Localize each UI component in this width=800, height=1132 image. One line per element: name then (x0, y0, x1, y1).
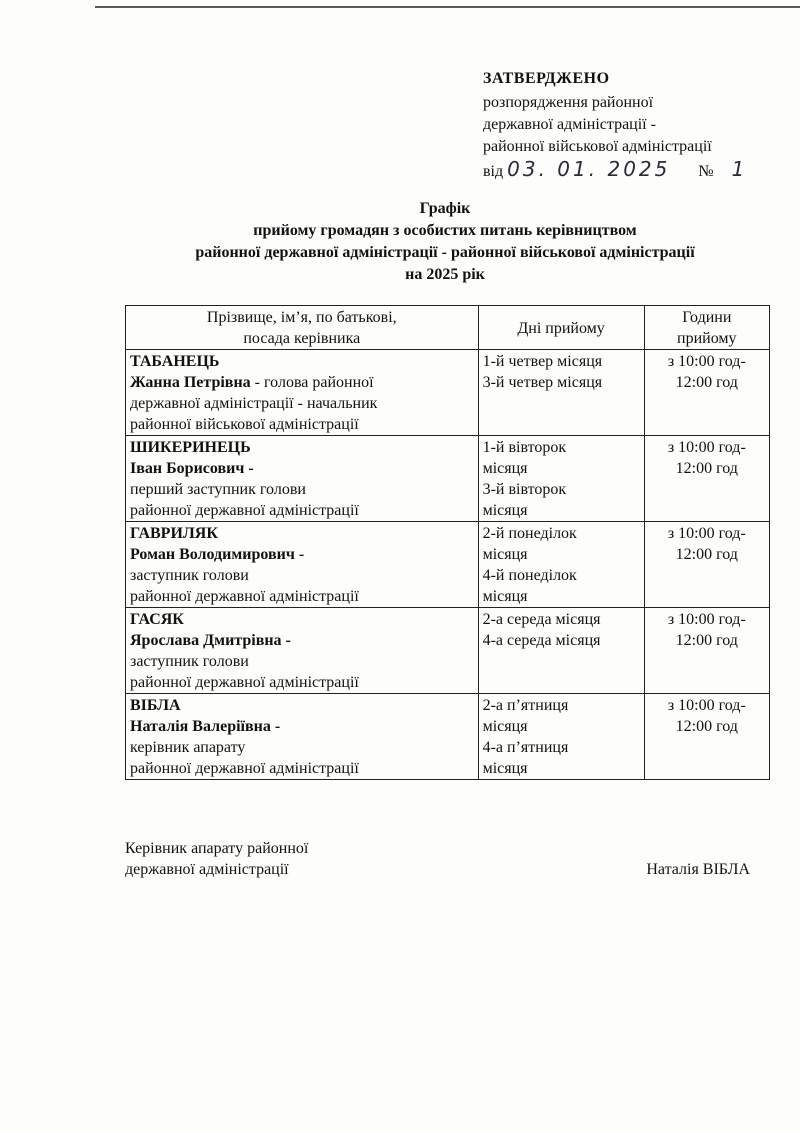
official-position: заступник голови (130, 567, 249, 584)
official-surname: ГАВРИЛЯК (130, 525, 218, 542)
official-position: районної державної адміністрації (130, 502, 359, 519)
title-line-3: районної державної адміністрації - районної військової адміністрації (195, 244, 695, 261)
header-hours: Години прийому (644, 306, 769, 350)
table-row (126, 694, 770, 780)
days-cell: 1-й четвер місяця 3-й четвер місяця (478, 350, 644, 436)
handwritten-date: 03. 01. 2025 (507, 157, 671, 181)
header-days: Дні прийому (478, 306, 644, 350)
table-row (126, 350, 770, 436)
signer-name: Наталія ВІБЛА (646, 861, 750, 878)
number-sign: № (698, 163, 714, 180)
approval-date-line (483, 158, 783, 183)
title-line-1: Графік (419, 200, 471, 217)
schedule-table (125, 305, 770, 780)
official-position: керівник апарату (130, 739, 246, 756)
table-row (126, 436, 770, 522)
approval-title: ЗАТВЕРДЖЕНО (483, 70, 610, 87)
official-cell (126, 350, 479, 436)
title-line-2: прийому громадян з особистих питань керівництвом (253, 222, 637, 239)
official-position: районної державної адміністрації (130, 760, 359, 777)
official-surname: ГАСЯК (130, 611, 184, 628)
official-surname: ВІБЛА (130, 697, 181, 714)
approval-date-prefix: від (483, 163, 504, 180)
official-firstname: Наталія Валеріївна - (130, 718, 281, 735)
approval-line-1: розпорядження районної (483, 94, 654, 111)
official-position: перший заступник голови (130, 481, 306, 498)
official-position: державної адміністрації - начальник (130, 395, 378, 412)
official-surname: ШИКЕРИНЕЦЬ (130, 439, 251, 456)
table-row (126, 608, 770, 694)
official-cell (126, 436, 479, 522)
hours-cell: з 10:00 год- 12:00 год (644, 350, 769, 436)
official-cell (126, 522, 479, 608)
official-position: заступник голови (130, 653, 249, 670)
approval-stamp-block (483, 68, 783, 183)
signer-position-line-1: Керівник апарату районної (125, 840, 309, 857)
official-firstname: Іван Борисович - (130, 460, 254, 477)
table-row (126, 522, 770, 608)
official-firstname: Ярослава Дмитрівна - (130, 632, 291, 649)
official-position: районної державної адміністрації (130, 588, 359, 605)
scan-edge-line (95, 6, 800, 8)
handwritten-number: 1 (731, 157, 748, 181)
hours-cell: з 10:00 год- 12:00 год (644, 522, 769, 608)
days-cell: 2-а середа місяця 4-а середа місяця (478, 608, 644, 694)
official-position: - голова районної (250, 374, 374, 391)
table-header-row (126, 306, 770, 350)
title-line-4: на 2025 рік (405, 266, 485, 283)
header-name: Прізвище, ім’я, по батькові, посада керівника (126, 306, 479, 350)
official-firstname: Жанна Петрівна (130, 374, 251, 391)
approval-line-2: державної адміністрації - (483, 116, 656, 133)
hours-cell: з 10:00 год- 12:00 год (644, 694, 769, 780)
official-firstname: Роман Володимирович - (130, 546, 305, 563)
official-cell (126, 608, 479, 694)
signer-position-line-2: державної адміністрації (125, 861, 289, 878)
official-surname: ТАБАНЕЦЬ (130, 353, 220, 370)
official-cell (126, 694, 479, 780)
official-position: районної державної адміністрації (130, 674, 359, 691)
official-position: районної військової адміністрації (130, 416, 359, 433)
days-cell: 1-й вівторок місяця 3-й вівторок місяця (478, 436, 644, 522)
approval-line-3: районної військової адміністрації (483, 138, 712, 155)
document-title (100, 198, 790, 286)
signature-block (125, 838, 750, 880)
days-cell: 2-й понеділок місяця 4-й понеділок місяця (478, 522, 644, 608)
hours-cell: з 10:00 год- 12:00 год (644, 436, 769, 522)
days-cell: 2-а п’ятниця місяця 4-а п’ятниця місяця (478, 694, 644, 780)
hours-cell: з 10:00 год- 12:00 год (644, 608, 769, 694)
